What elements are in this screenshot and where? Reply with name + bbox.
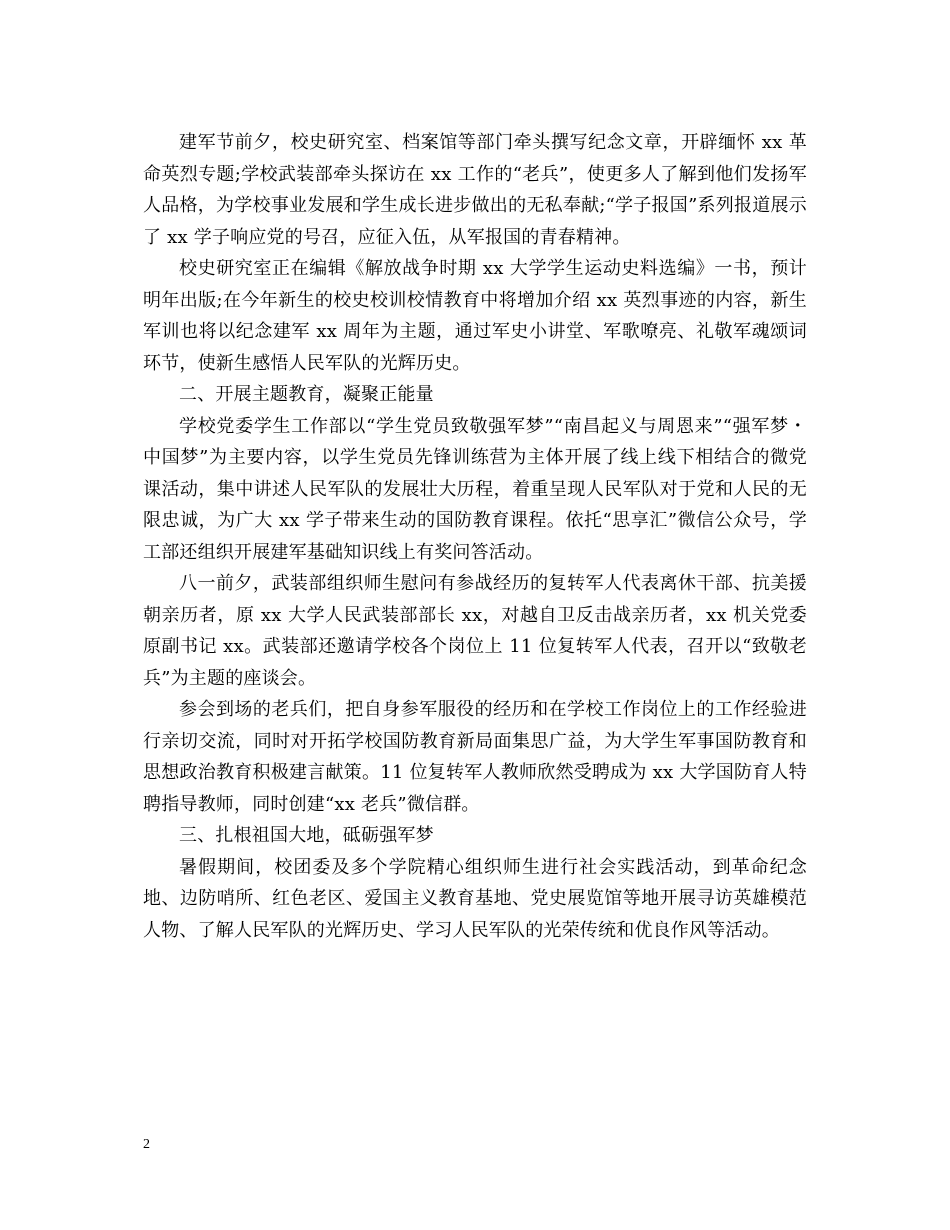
paragraph-history-compilation: 校史研究室正在编辑《解放战争时期 xx 大学学生运动史料选编》一书，预计明年出版;在今年新生的校史校训校情教育中将增加介绍 xx 英烈事迹的内容，新生军训也将以纪念建军 xx 周年为主题，通过军史小讲堂、军歌嘹亮、礼敬军魂颂词环节，使新生感悟人民军队的光辉历史。 [143,258,807,374]
paragraph-party-lessons: 学校党委学生工作部以“学生党员致敬强军梦”“南昌起义与周恩来”“强军梦・中国梦”为主要内容，以学生党员先锋训练营为主体开展了线上线下相结合的微党课活动，集中讲述人民军队的发展壮大历程，着重呈现人民军队对于党和人民的无限忠诚，为广大 xx 学子带来生动的国防教育课程。依托“思享汇”微信公众号，学工部还组织开展建军基础知识线上有奖问答活动。 [143,415,807,563]
paragraph-veteran-visits: 八一前夕，武装部组织师生慰问有参战经历的复转军人代表离休干部、抗美援朝亲历者，原 xx 大学人民武装部部长 xx，对越自卫反击战亲历者，xx 机关党委原副书记 xx。武装部还邀请学校各个岗位上 11 位复转军人代表，召开以“致敬老兵”为主题的座谈会。 [143,573,807,689]
section-heading-3: 三、扎根祖国大地，砥砺强军梦 [179,825,434,846]
page-number: 2 [143,1137,150,1152]
document-body [143,127,807,946]
paragraph-army-day-articles: 建军节前夕，校史研究室、档案馆等部门牵头撰写纪念文章，开辟缅怀 xx 革命英烈专题;学校武装部牵头探访在 xx 工作的“老兵”，使更多人了解到他们发扬军人品格，为学校事业发展和学生成长进步做出的无私奉献;“学子报国”系列报道展示了 xx 学子响应党的号召，应征入伍，从军报国的青春精神。 [143,132,807,248]
paragraph-summer-practice: 暑假期间，校团委及多个学院精心组织师生进行社会实践活动，到革命纪念地、边防哨所、红色老区、爱国主义教育基地、党史展览馆等地开展寻访英雄模范人物、了解人民军队的光辉历史、学习人民军队的光荣传统和优良作风等活动。 [143,856,807,941]
paragraph-veteran-forum: 参会到场的老兵们，把自身参军服役的经历和在学校工作岗位上的工作经验进行亲切交流，同时对开拓学校国防教育新局面集思广益，为大学生军事国防教育和思想政治教育积极建言献策。11 位复转军人教师欣然受聘成为 xx 大学国防育人特聘指导教师，同时创建“xx 老兵”微信群。 [143,699,807,815]
section-heading-2: 二、开展主题教育，凝聚正能量 [179,384,434,405]
